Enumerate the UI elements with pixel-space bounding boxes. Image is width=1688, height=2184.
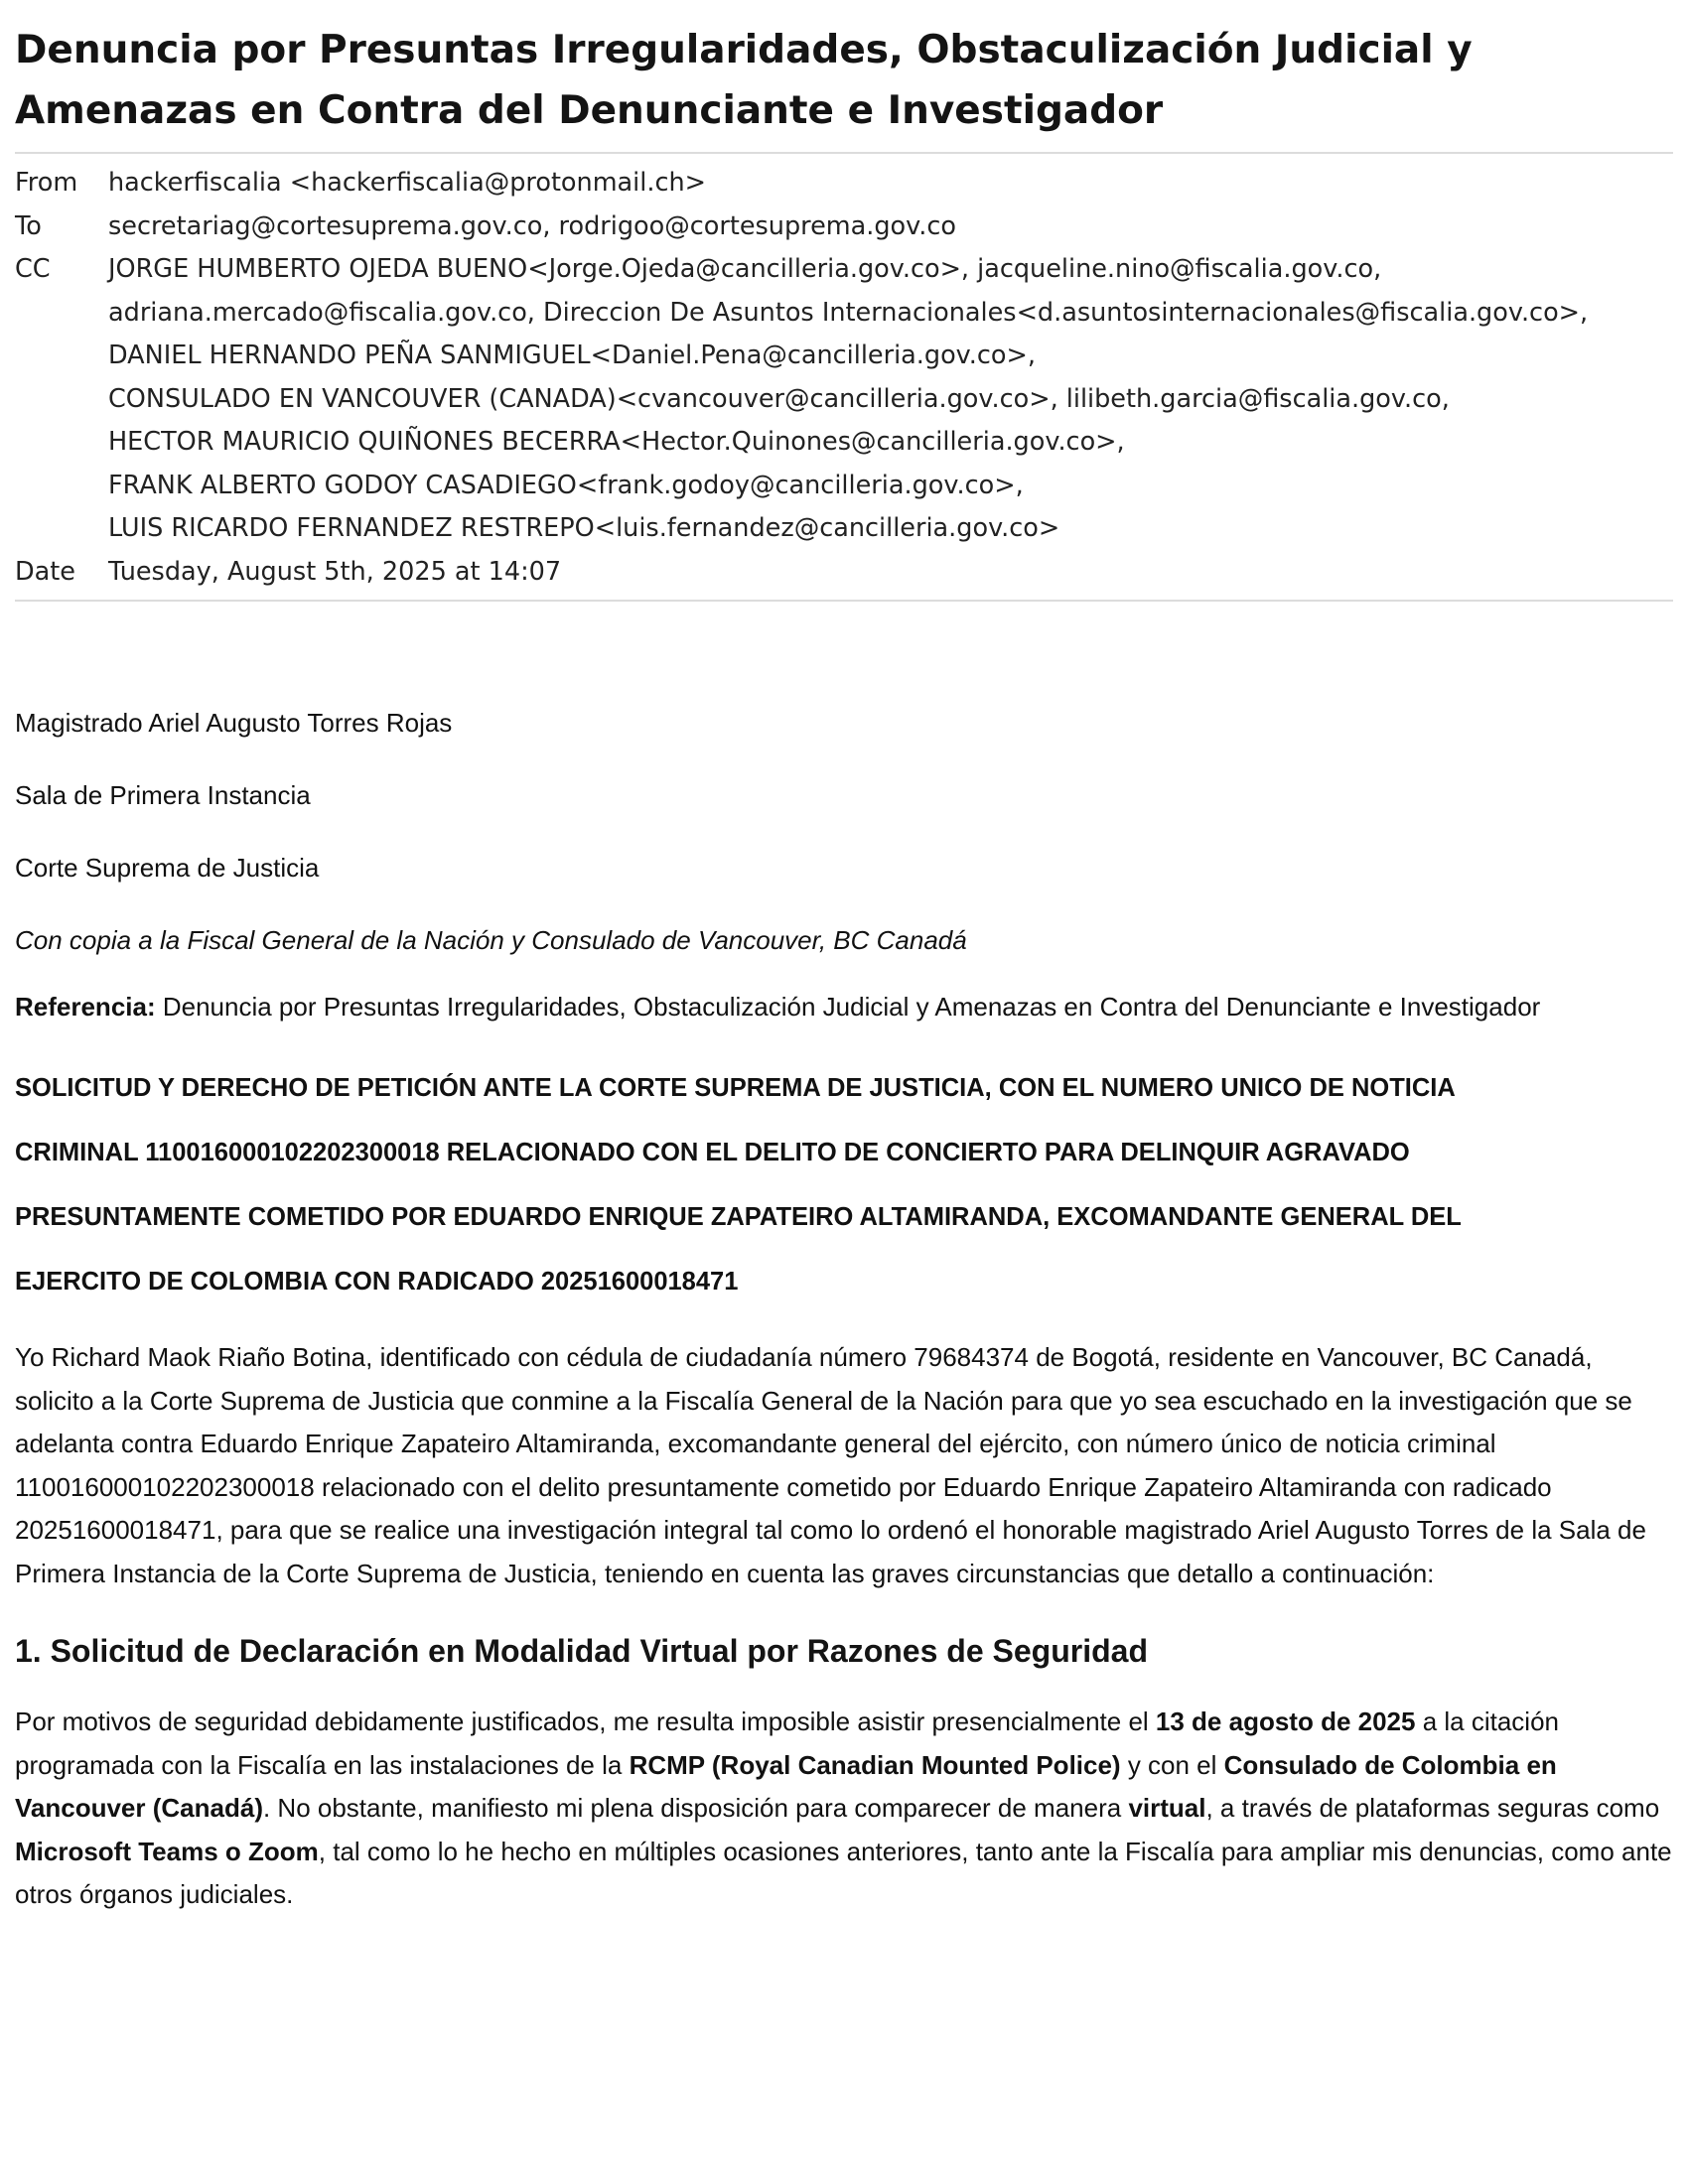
- solicitud-line: SOLICITUD Y DERECHO DE PETICIÓN ANTE LA CORTE SUPREMA DE JUSTICIA, CON EL NUMERO UNICO DE NOTICIA: [15, 1074, 1456, 1102]
- cc-line[interactable]: DANIEL HERNANDO PEÑA SANMIGUEL<Daniel.Pena@cancilleria.gov.co>,: [108, 341, 1036, 370]
- solicitud-line: CRIMINAL 110016000102202300018 RELACIONADO CON EL DELITO DE CONCIERTO PARA DELINQUIR AGRAVADO: [15, 1139, 1410, 1166]
- cc-line[interactable]: LUIS RICARDO FERNANDEZ RESTREPO<luis.fernandez@cancilleria.gov.co>: [108, 513, 1060, 543]
- cc-line[interactable]: CONSULADO EN VANCOUVER (CANADA)<cvancouver@cancilleria.gov.co>, lilibeth.garcia@fiscalia.gov.co,: [108, 383, 1450, 414]
- highlight-consulate: Consulado de Colombia en Vancouver (Canadá): [15, 1749, 1557, 1823]
- header-divider-top: [15, 152, 1673, 154]
- highlight-platforms: Microsoft Teams o Zoom: [15, 1836, 319, 1866]
- to-value[interactable]: secretariag@cortesuprema.gov.co, rodrigoo@cortesuprema.gov.co: [108, 210, 956, 241]
- cc-label: CC: [15, 254, 51, 284]
- email-body: [15, 705, 1673, 1917]
- cc-row: [15, 248, 1673, 551]
- section-1-heading: 1. Solicitud de Declaración en Modalidad Virtual por Razones de Seguridad: [15, 1633, 1148, 1669]
- recipient-magistrate: Magistrado Ariel Augusto Torres Rojas: [15, 708, 453, 738]
- to-row: [15, 205, 1673, 249]
- para-text: Por motivos de seguridad debidamente justificados, me resulta imposible asistir presencialmente el: [15, 1706, 1156, 1736]
- solicitud-line: EJERCITO DE COLOMBIA CON RADICADO 20251600018471: [15, 1268, 739, 1296]
- date-label: Date: [15, 556, 75, 587]
- highlight-virtual: virtual: [1128, 1793, 1206, 1823]
- para-text: , a través de plataformas seguras como: [1205, 1793, 1660, 1823]
- cc-line[interactable]: HECTOR MAURICIO QUIÑONES BECERRA<Hector.Quinones@cancilleria.gov.co>,: [108, 427, 1125, 457]
- recipient-chamber: Sala de Primera Instancia: [15, 780, 311, 810]
- intro-paragraph: Yo Richard Maok Riaño Botina, identificado con cédula de ciudadanía número 79684374 de Bogotá, residente en Vancouver, BC Canadá, solicito a la Corte Suprema de Justicia que conmine a la Fiscalía General de la Nación para que yo sea escuchado en la investigación que se adelanta contra Eduardo Enrique Zapateiro Altamiranda, excomandante general del ejército, con número único de noticia criminal 110016000102202300018 relacionado con el delito presuntamente cometido por Eduardo Enrique Zapateiro Altamiranda con radicado 20251600018471, para que se realice una investigación integral tal como lo ordenó el honorable magistrado Ariel Augusto Torres de la Sala de Primera Instancia de la Corte Suprema de Justicia, teniendo en cuenta las graves circunstancias que detallo a continuación:: [15, 1342, 1646, 1588]
- recipient-court: Corte Suprema de Justicia: [15, 853, 320, 883]
- para-text: y con el: [1120, 1749, 1224, 1780]
- from-row: [15, 162, 1673, 205]
- from-value[interactable]: hackerfiscalia <hackerfiscalia@protonmail.ch>: [108, 168, 706, 198]
- cc-line[interactable]: JORGE HUMBERTO OJEDA BUENO<Jorge.Ojeda@cancilleria.gov.co>, jacqueline.nino@fiscalia.gov.co,: [108, 254, 1382, 284]
- solicitud-line: PRESUNTAMENTE COMETIDO POR EDUARDO ENRIQUE ZAPATEIRO ALTAMIRANDA, EXCOMANDANTE GENERAL DEL: [15, 1203, 1462, 1231]
- para-text: . No obstante, manifiesto mi plena disposición para comparecer de manera: [262, 1793, 1129, 1823]
- copy-line: Con copia a la Fiscal General de la Nación y Consulado de Vancouver, BC Canadá: [15, 925, 967, 955]
- highlight-date: 13 de agosto de 2025: [1155, 1706, 1416, 1736]
- to-label: To: [15, 210, 42, 241]
- reference-label: Referencia:: [15, 992, 156, 1022]
- solicitud-block: [15, 1056, 1673, 1314]
- section-1-paragraph: [15, 1701, 1673, 1917]
- para-text: a la citación programada con la Fiscalía en las instalaciones de la: [15, 1706, 1559, 1780]
- cc-line[interactable]: FRANK ALBERTO GODOY CASADIEGO<frank.godoy@cancilleria.gov.co>,: [108, 470, 1024, 500]
- date-value: Tuesday, August 5th, 2025 at 14:07: [108, 556, 562, 587]
- reference: [15, 986, 1673, 1028]
- email-subject: Denuncia por Presuntas Irregularidades, Obstaculización Judicial y Amenazas en Contra del Denunciante e Investigador: [15, 28, 1473, 133]
- cc-value[interactable]: [108, 248, 1673, 551]
- para-text: , tal como lo he hecho en múltiples ocasiones anteriores, tanto ante la Fiscalía para ampliar mis denuncias, como ante otros órganos judiciales.: [15, 1836, 1672, 1909]
- header-divider-bottom: [15, 600, 1673, 602]
- highlight-rcmp: RCMP (Royal Canadian Mounted Police): [629, 1749, 1121, 1780]
- from-label: From: [15, 168, 78, 198]
- cc-line[interactable]: adriana.mercado@fiscalia.gov.co, Direccion De Asuntos Internacionales<d.asuntosinternacionales@fiscalia.gov.co>,: [108, 297, 1589, 328]
- date-row: [15, 551, 1673, 595]
- email-headers: [15, 162, 1673, 594]
- reference-text: Denuncia por Presuntas Irregularidades, Obstaculización Judicial y Amenazas en Contra del Denunciante e Investigador: [155, 992, 1541, 1022]
